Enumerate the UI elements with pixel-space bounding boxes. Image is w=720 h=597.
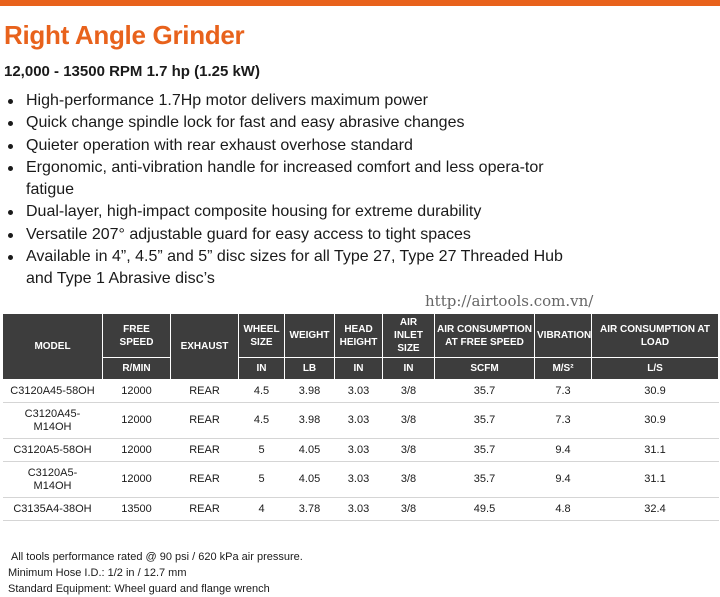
cell-head-height: 3.03 xyxy=(335,498,383,521)
unit-vibration: M/S² xyxy=(535,358,592,380)
cell-air-consumption-load: 32.4 xyxy=(592,498,719,521)
unit-wheel-size: IN xyxy=(239,358,285,380)
col-header-air-inlet-size: AIR INLET SIZE xyxy=(383,314,435,358)
feature-item: Available in 4”, 4.5” and 5” disc sizes for all Type 27, Type 27 Threaded Hub and Type 1 Abrasive disc’s xyxy=(4,246,564,291)
cell-wheel-size: 4.5 xyxy=(239,403,285,439)
cell-exhaust: REAR xyxy=(171,462,239,498)
cell-air-consumption-load: 31.1 xyxy=(592,439,719,462)
table-row xyxy=(3,403,719,439)
cell-head-height: 3.03 xyxy=(335,439,383,462)
cell-exhaust: REAR xyxy=(171,380,239,403)
cell-head-height: 3.03 xyxy=(335,403,383,439)
cell-head-height: 3.03 xyxy=(335,462,383,498)
col-header-vibration: VIBRATION xyxy=(535,314,592,358)
col-header-model: MODEL xyxy=(3,314,103,380)
cell-vibration: 4.8 xyxy=(535,498,592,521)
feature-item: Ergonomic, anti-vibration handle for increased comfort and less opera-tor fatigue xyxy=(4,157,564,202)
cell-model: C3120A5-58OH xyxy=(3,439,103,462)
col-header-weight: WEIGHT xyxy=(285,314,335,358)
cell-vibration: 7.3 xyxy=(535,380,592,403)
cell-air-inlet-size: 3/8 xyxy=(383,380,435,403)
cell-exhaust: REAR xyxy=(171,498,239,521)
cell-model: C3120A5-M14OH xyxy=(3,462,103,498)
col-header-wheel-size: WHEEL SIZE xyxy=(239,314,285,358)
cell-vibration: 9.4 xyxy=(535,462,592,498)
table-row xyxy=(3,498,719,521)
cell-wheel-size: 5 xyxy=(239,462,285,498)
unit-head-height: IN xyxy=(335,358,383,380)
cell-air-consumption-load: 30.9 xyxy=(592,380,719,403)
cell-air-consumption-free: 35.7 xyxy=(435,462,535,498)
footnote-hose: Minimum Hose I.D.: 1/2 in / 12.7 mm xyxy=(8,567,187,579)
footnote-pressure: All tools performance rated @ 90 psi / 620 kPa air pressure. xyxy=(11,551,303,563)
cell-free-speed: 12000 xyxy=(103,380,171,403)
col-header-head-height: HEAD HEIGHT xyxy=(335,314,383,358)
spec-table xyxy=(2,313,719,521)
top-accent-bar xyxy=(0,0,720,6)
cell-weight: 3.98 xyxy=(285,380,335,403)
unit-air-inlet-size: IN xyxy=(383,358,435,380)
cell-weight: 3.98 xyxy=(285,403,335,439)
footnote-equipment: Standard Equipment: Wheel guard and flange wrench xyxy=(8,583,270,595)
cell-air-consumption-free: 35.7 xyxy=(435,403,535,439)
cell-wheel-size: 5 xyxy=(239,439,285,462)
col-header-air-consumption-load: AIR CONSUMPTION AT LOAD xyxy=(592,314,719,358)
cell-air-inlet-size: 3/8 xyxy=(383,439,435,462)
cell-air-inlet-size: 3/8 xyxy=(383,462,435,498)
cell-model: C3135A4-38OH xyxy=(3,498,103,521)
feature-item: Quieter operation with rear exhaust overhose standard xyxy=(4,135,564,157)
cell-air-consumption-free: 35.7 xyxy=(435,439,535,462)
table-row xyxy=(3,439,719,462)
footnotes xyxy=(8,549,303,597)
unit-weight: LB xyxy=(285,358,335,380)
cell-head-height: 3.03 xyxy=(335,380,383,403)
cell-wheel-size: 4 xyxy=(239,498,285,521)
cell-air-consumption-free: 49.5 xyxy=(435,498,535,521)
col-header-free-speed: FREE SPEED xyxy=(103,314,171,358)
table-header-row xyxy=(3,314,719,358)
cell-model: C3120A45-M14OH xyxy=(3,403,103,439)
cell-exhaust: REAR xyxy=(171,439,239,462)
cell-wheel-size: 4.5 xyxy=(239,380,285,403)
feature-item: Versatile 207° adjustable guard for easy access to tight spaces xyxy=(4,224,564,246)
cell-weight: 4.05 xyxy=(285,439,335,462)
col-header-exhaust: EXHAUST xyxy=(171,314,239,380)
unit-air-consumption-load: L/S xyxy=(592,358,719,380)
cell-weight: 4.05 xyxy=(285,462,335,498)
cell-air-consumption-load: 31.1 xyxy=(592,462,719,498)
cell-free-speed: 13500 xyxy=(103,498,171,521)
cell-model: C3120A45-58OH xyxy=(3,380,103,403)
page-subtitle: 12,000 - 13500 RPM 1.7 hp (1.25 kW) xyxy=(4,63,260,80)
cell-air-inlet-size: 3/8 xyxy=(383,403,435,439)
cell-free-speed: 12000 xyxy=(103,462,171,498)
cell-air-inlet-size: 3/8 xyxy=(383,498,435,521)
cell-free-speed: 12000 xyxy=(103,403,171,439)
table-row xyxy=(3,380,719,403)
page-title: Right Angle Grinder xyxy=(4,20,245,50)
unit-free-speed: R/MIN xyxy=(103,358,171,380)
cell-free-speed: 12000 xyxy=(103,439,171,462)
table-row xyxy=(3,462,719,498)
watermark-url: http://airtools.com.vn/ xyxy=(425,292,594,310)
cell-air-consumption-free: 35.7 xyxy=(435,380,535,403)
unit-air-consumption-free: SCFM xyxy=(435,358,535,380)
cell-exhaust: REAR xyxy=(171,403,239,439)
cell-weight: 3.78 xyxy=(285,498,335,521)
cell-air-consumption-load: 30.9 xyxy=(592,403,719,439)
cell-vibration: 7.3 xyxy=(535,403,592,439)
col-header-air-consumption-free: AIR CONSUMPTION AT FREE SPEED xyxy=(435,314,535,358)
feature-item: High-performance 1.7Hp motor delivers maximum power xyxy=(4,90,564,112)
feature-item: Dual-layer, high-impact composite housing for extreme durability xyxy=(4,201,564,223)
feature-item: Quick change spindle lock for fast and easy abrasive changes xyxy=(4,112,564,134)
cell-vibration: 9.4 xyxy=(535,439,592,462)
feature-list xyxy=(4,90,564,291)
table-units-row xyxy=(3,358,719,380)
